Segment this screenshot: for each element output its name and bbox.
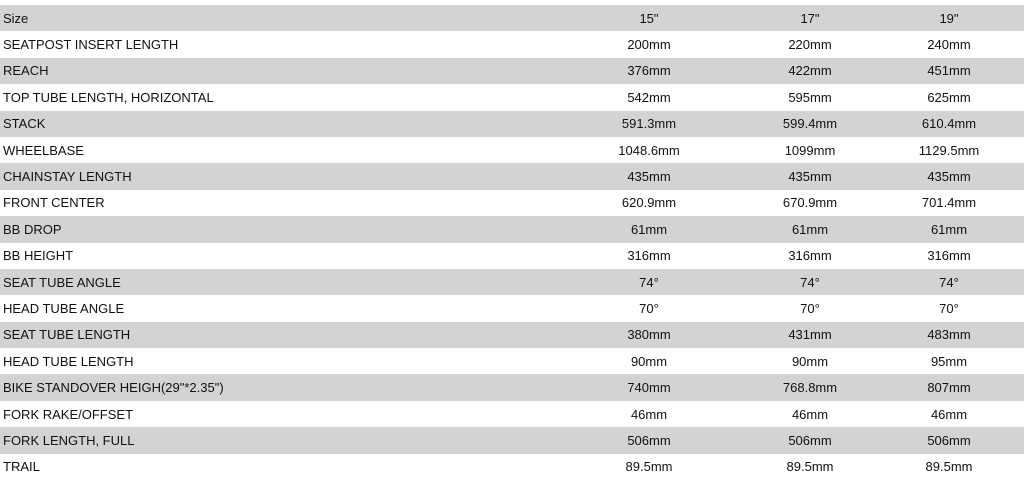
row-value: 46mm (930, 406, 968, 422)
row-value: 506mm (627, 432, 671, 448)
row-value: 1129.5mm (918, 142, 980, 158)
row-value: 422mm (788, 63, 832, 79)
row-value: 1099mm (784, 142, 836, 158)
row-value: 1048.6mm (618, 142, 680, 158)
header-size-label: Size (3, 10, 29, 26)
row-value: 89.5mm (786, 459, 834, 475)
row-value: 380mm (627, 327, 671, 343)
row-value: 807mm (927, 380, 971, 396)
row-value: 542mm (627, 89, 671, 105)
table-row (0, 163, 1024, 189)
row-label: TOP TUBE LENGTH, HORIZONTAL (3, 89, 214, 105)
row-value: 740mm (627, 380, 671, 396)
row-label: BIKE STANDOVER HEIGH(29"*2.35") (3, 380, 224, 396)
row-value: 61mm (930, 221, 968, 237)
table-row (0, 348, 1024, 374)
row-label: REACH (3, 63, 49, 79)
table-row (0, 58, 1024, 84)
row-value: 599.4mm (782, 116, 838, 132)
table-row (0, 216, 1024, 242)
row-value: 74° (939, 274, 959, 290)
row-value: 240mm (927, 37, 971, 53)
row-value: 90mm (791, 353, 829, 369)
row-value: 316mm (927, 248, 971, 264)
table-row (0, 295, 1024, 321)
row-value: 89.5mm (625, 459, 673, 475)
row-value: 74° (639, 274, 659, 290)
row-value: 431mm (788, 327, 832, 343)
row-value: 591.3mm (621, 116, 677, 132)
row-value: 620.9mm (621, 195, 677, 211)
header-size-17: 17" (800, 10, 820, 26)
row-value: 200mm (627, 37, 671, 53)
row-label: SEAT TUBE ANGLE (3, 274, 121, 290)
table-row (0, 454, 1024, 480)
row-value: 70° (639, 300, 659, 316)
row-value: 61mm (791, 221, 829, 237)
row-value: 435mm (927, 169, 971, 185)
header-size-15: 15" (639, 10, 659, 26)
row-value: 220mm (788, 37, 832, 53)
row-value: 483mm (927, 327, 971, 343)
header-size-19: 19" (939, 10, 959, 26)
table-row (0, 190, 1024, 216)
row-value: 506mm (788, 432, 832, 448)
row-label: CHAINSTAY LENGTH (3, 169, 132, 185)
row-value: 95mm (930, 353, 968, 369)
row-value: 506mm (927, 432, 971, 448)
row-label: STACK (3, 116, 46, 132)
row-label: HEAD TUBE LENGTH (3, 353, 134, 369)
row-label: FORK RAKE/OFFSET (3, 406, 134, 422)
row-value: 701.4mm (921, 195, 977, 211)
table-row (0, 84, 1024, 110)
row-label: HEAD TUBE ANGLE (3, 300, 125, 316)
row-value: 70° (939, 300, 959, 316)
row-value: 451mm (927, 63, 971, 79)
table-row (0, 427, 1024, 453)
row-value: 46mm (791, 406, 829, 422)
row-value: 316mm (788, 248, 832, 264)
row-value: 435mm (788, 169, 832, 185)
table-row (0, 243, 1024, 269)
row-value: 70° (800, 300, 820, 316)
table-row (0, 322, 1024, 348)
row-label: WHEELBASE (3, 142, 84, 158)
row-value: 61mm (630, 221, 668, 237)
row-label: SEATPOST INSERT LENGTH (3, 37, 179, 53)
table-header-row (0, 5, 1024, 31)
row-value: 316mm (627, 248, 671, 264)
table-row (0, 31, 1024, 57)
row-value: 625mm (927, 89, 971, 105)
row-value: 595mm (788, 89, 832, 105)
table-body (0, 31, 1024, 480)
row-label: SEAT TUBE LENGTH (3, 327, 131, 343)
row-value: 74° (800, 274, 820, 290)
row-value: 768.8mm (782, 380, 838, 396)
row-value: 376mm (627, 63, 671, 79)
table-row (0, 401, 1024, 427)
row-label: FRONT CENTER (3, 195, 105, 211)
row-value: 670.9mm (782, 195, 838, 211)
row-label: BB HEIGHT (3, 248, 74, 264)
geometry-table (0, 5, 1024, 480)
row-value: 89.5mm (925, 459, 973, 475)
row-value: 90mm (630, 353, 668, 369)
row-value: 610.4mm (921, 116, 977, 132)
row-label: TRAIL (3, 459, 40, 475)
row-value: 435mm (627, 169, 671, 185)
table-row (0, 111, 1024, 137)
table-row (0, 137, 1024, 163)
row-label: BB DROP (3, 221, 62, 237)
row-label: FORK LENGTH, FULL (3, 432, 135, 448)
table-row (0, 374, 1024, 400)
row-value: 46mm (630, 406, 668, 422)
table-row (0, 269, 1024, 295)
